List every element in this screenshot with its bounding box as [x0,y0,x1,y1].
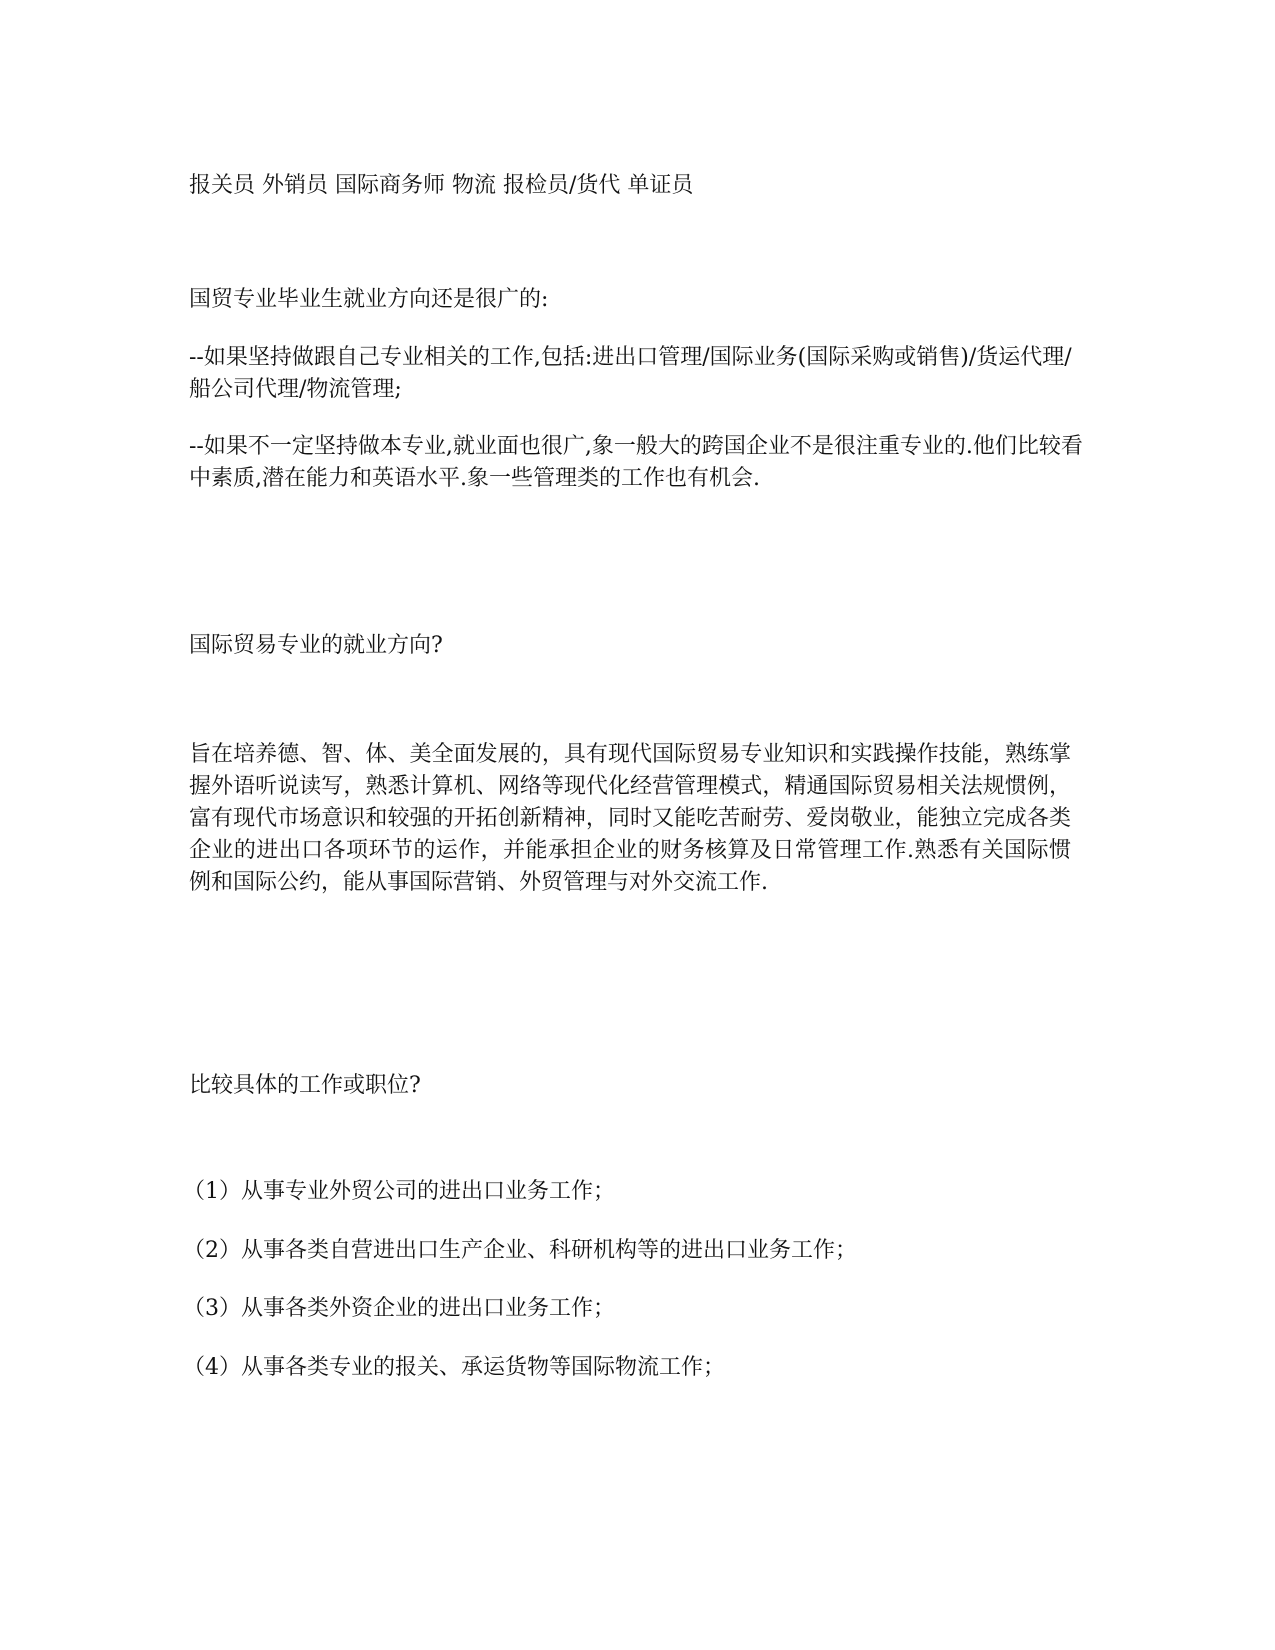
intro-heading: 国贸专业毕业生就业方向还是很广的: [189,287,549,312]
job-titles-line: 报关员 外销员 国际商务师 物流 报检员/货代 单证员 [189,173,694,198]
intro-paragraph-2: --如果不一定坚持做本专业,就业面也很广,象一般大的跨国企业不是很注重专业的.他们比较看中素质,潜在能力和英语水平.象一些管理类的工作也有机会. [189,434,1083,491]
list-item-3: （3）从事各类外资企业的进出口业务工作； [183,1296,615,1321]
list-item-1: （1）从事专业外贸公司的进出口业务工作； [183,1179,615,1204]
list-item-4: （4）从事各类专业的报关、承运货物等国际物流工作； [183,1355,725,1380]
list-item-2: （2）从事各类自营进出口生产企业、科研机构等的进出口业务工作； [183,1238,857,1263]
answer-paragraph-1: 旨在培养德、智、体、美全面发展的，具有现代国际贸易专业知识和实践操作技能，熟练掌握外语听说读写，熟悉计算机、网络等现代化经营管理模式，精通国际贸易相关法规惯例，富有现代市场意识和较强的开拓创新精神，同时又能吃苦耐劳、爱岗敬业，能独立完成各类企业的进出口各项环节的运作，并能承担企业的财务核算及日常管理工作.熟悉有关国际惯例和国际公约，能从事国际营销、外贸管理与对外交流工作. [189,742,1071,895]
question-heading-1: 国际贸易专业的就业方向? [189,633,443,658]
intro-paragraph-1: --如果坚持做跟自己专业相关的工作,包括:进出口管理/国际业务(国际采购或销售)/货运代理/船公司代理/物流管理; [189,345,1072,402]
question-heading-2: 比较具体的工作或职位? [189,1073,421,1098]
